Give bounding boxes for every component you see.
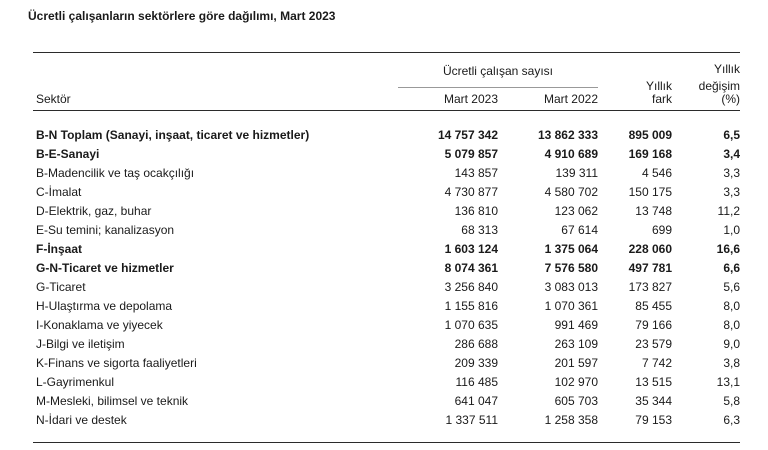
yillik-degisim-value: 3,3 xyxy=(723,185,740,199)
table-row xyxy=(33,297,740,316)
table-row xyxy=(33,392,740,411)
mart-2023-value: 286 688 xyxy=(454,337,498,351)
sector-name: M-Mesleki, bilimsel ve teknik xyxy=(36,394,189,408)
column-group-header: Ücretli çalışan sayısı xyxy=(398,55,598,88)
column-header-mart-2023: Mart 2023 xyxy=(443,92,498,106)
sector-name: G-N-Ticaret ve hizmetler xyxy=(36,261,174,275)
table-row xyxy=(33,373,740,392)
column-header-sector: Sektör xyxy=(36,92,71,106)
yillik-degisim-value: 6,6 xyxy=(723,261,740,275)
mart-2023-value: 143 857 xyxy=(454,166,498,180)
yillik-degisim-value: 1,0 xyxy=(723,223,740,237)
mart-2022-value: 1 375 064 xyxy=(544,242,598,256)
mart-2022-value: 991 469 xyxy=(554,318,598,332)
mart-2023-value: 3 256 840 xyxy=(444,280,498,294)
mart-2023-value: 136 810 xyxy=(454,204,498,218)
mart-2022-value: 139 311 xyxy=(555,166,598,180)
yillik-fark-value: 699 xyxy=(651,223,672,237)
yillik-degisim-value: 3,4 xyxy=(723,147,740,161)
yillik-degisim-value: 9,0 xyxy=(723,337,740,351)
sector-name: I-Konaklama ve yiyecek xyxy=(36,318,163,332)
mart-2023-value: 1 070 635 xyxy=(444,318,498,332)
yillik-fark-value: 13 515 xyxy=(635,375,672,389)
mart-2022-value: 3 083 013 xyxy=(544,280,598,294)
sector-name: B-Madencilik ve taş ocakçılığı xyxy=(36,166,195,180)
yillik-fark-value: 23 579 xyxy=(635,337,672,351)
mart-2022-value: 201 597 xyxy=(554,356,598,370)
sector-name: F-İnşaat xyxy=(36,242,83,256)
yillik-fark-value: 13 748 xyxy=(635,204,672,218)
table-row xyxy=(33,411,740,430)
mart-2022-value: 13 862 333 xyxy=(537,128,598,142)
yillik-fark-value: 85 455 xyxy=(635,299,672,313)
mart-2023-value: 641 047 xyxy=(454,394,498,408)
column-header-degisim-line3: (%) xyxy=(721,92,740,106)
sector-name: H-Ulaştırma ve depolama xyxy=(36,299,173,313)
yillik-degisim-value: 8,0 xyxy=(723,318,740,332)
yillik-fark-value: 79 166 xyxy=(635,318,672,332)
sector-name: N-İdari ve destek xyxy=(36,413,127,427)
yillik-fark-value: 35 344 xyxy=(635,394,672,408)
sector-name: B-E-Sanayi xyxy=(36,147,100,161)
sector-name: G-Ticaret xyxy=(36,280,86,294)
mart-2022-value: 1 258 358 xyxy=(544,413,598,427)
table-header xyxy=(33,53,740,111)
mart-2023-value: 209 339 xyxy=(454,356,498,370)
sector-name: K-Finans ve sigorta faaliyetleri xyxy=(36,356,197,370)
mart-2023-value: 116 485 xyxy=(455,375,498,389)
mart-2023-value: 1 155 816 xyxy=(444,299,498,313)
mart-2023-value: 1 603 124 xyxy=(444,242,498,256)
mart-2022-value: 263 109 xyxy=(554,337,598,351)
mart-2022-value: 102 970 xyxy=(554,375,598,389)
table-body xyxy=(33,111,740,443)
table-row xyxy=(33,164,740,183)
yillik-degisim-value: 16,6 xyxy=(716,242,740,256)
sector-name: D-Elektrik, gaz, buhar xyxy=(36,204,152,218)
yillik-fark-value: 228 060 xyxy=(628,242,672,256)
table-row xyxy=(33,259,740,278)
mart-2022-value: 7 576 580 xyxy=(544,261,598,275)
column-header-mart-2022: Mart 2022 xyxy=(543,92,598,106)
table-row xyxy=(33,202,740,221)
mart-2023-value: 5 079 857 xyxy=(444,147,498,161)
yillik-fark-value: 173 827 xyxy=(628,280,672,294)
yillik-degisim-value: 3,3 xyxy=(723,166,740,180)
yillik-fark-value: 895 009 xyxy=(628,128,672,142)
yillik-fark-value: 79 153 xyxy=(635,413,672,427)
mart-2022-value: 67 614 xyxy=(561,223,598,237)
table-row xyxy=(33,126,740,145)
yillik-degisim-value: 11,2 xyxy=(717,204,740,218)
mart-2023-value: 8 074 361 xyxy=(444,261,498,275)
mart-2022-value: 1 070 361 xyxy=(544,299,598,313)
table-row xyxy=(33,335,740,354)
sector-name: L-Gayrimenkul xyxy=(36,375,115,389)
mart-2022-value: 605 703 xyxy=(554,394,598,408)
table-row xyxy=(33,316,740,335)
yillik-fark-value: 7 742 xyxy=(641,356,672,370)
yillik-degisim-value: 6,5 xyxy=(723,128,740,142)
mart-2022-value: 4 580 702 xyxy=(544,185,598,199)
column-header-fark-line2: fark xyxy=(651,92,672,106)
mart-2023-value: 4 730 877 xyxy=(444,185,498,199)
yillik-degisim-value: 8,0 xyxy=(723,299,740,313)
table-row xyxy=(33,278,740,297)
mart-2023-value: 14 757 342 xyxy=(437,128,498,142)
mart-2023-value: 1 337 511 xyxy=(445,413,498,427)
column-header-fark-line1: Yıllık xyxy=(645,79,672,93)
sector-name: C-İmalat xyxy=(36,185,82,199)
yillik-fark-value: 4 546 xyxy=(641,166,672,180)
table-row xyxy=(33,221,740,240)
yillik-fark-value: 150 175 xyxy=(628,185,672,199)
yillik-degisim-value: 3,8 xyxy=(723,356,740,370)
column-header-degisim-line2: değişim xyxy=(698,79,740,93)
page-title: Ücretli çalışanların sektörlere göre dağılımı, Mart 2023 xyxy=(28,9,336,23)
sector-name: J-Bilgi ve iletişim xyxy=(36,337,125,351)
yillik-fark-value: 497 781 xyxy=(628,261,672,275)
column-header-degisim-line1: Yıllık xyxy=(713,62,740,76)
mart-2022-value: 4 910 689 xyxy=(544,147,598,161)
mart-2023-value: 68 313 xyxy=(461,223,498,237)
yillik-degisim-value: 5,8 xyxy=(723,394,740,408)
yillik-degisim-value: 5,6 xyxy=(723,280,740,294)
table-row xyxy=(33,183,740,202)
table-row xyxy=(33,240,740,259)
yillik-fark-value: 169 168 xyxy=(628,147,672,161)
sector-table xyxy=(33,52,740,443)
mart-2022-value: 123 062 xyxy=(554,204,598,218)
table-row xyxy=(33,145,740,164)
sector-name: E-Su temini; kanalizasyon xyxy=(36,223,175,237)
yillik-degisim-value: 6,3 xyxy=(723,413,740,427)
yillik-degisim-value: 13,1 xyxy=(716,375,740,389)
table-row xyxy=(33,354,740,373)
sector-name: B-N Toplam (Sanayi, inşaat, ticaret ve hizmetler) xyxy=(36,128,310,142)
